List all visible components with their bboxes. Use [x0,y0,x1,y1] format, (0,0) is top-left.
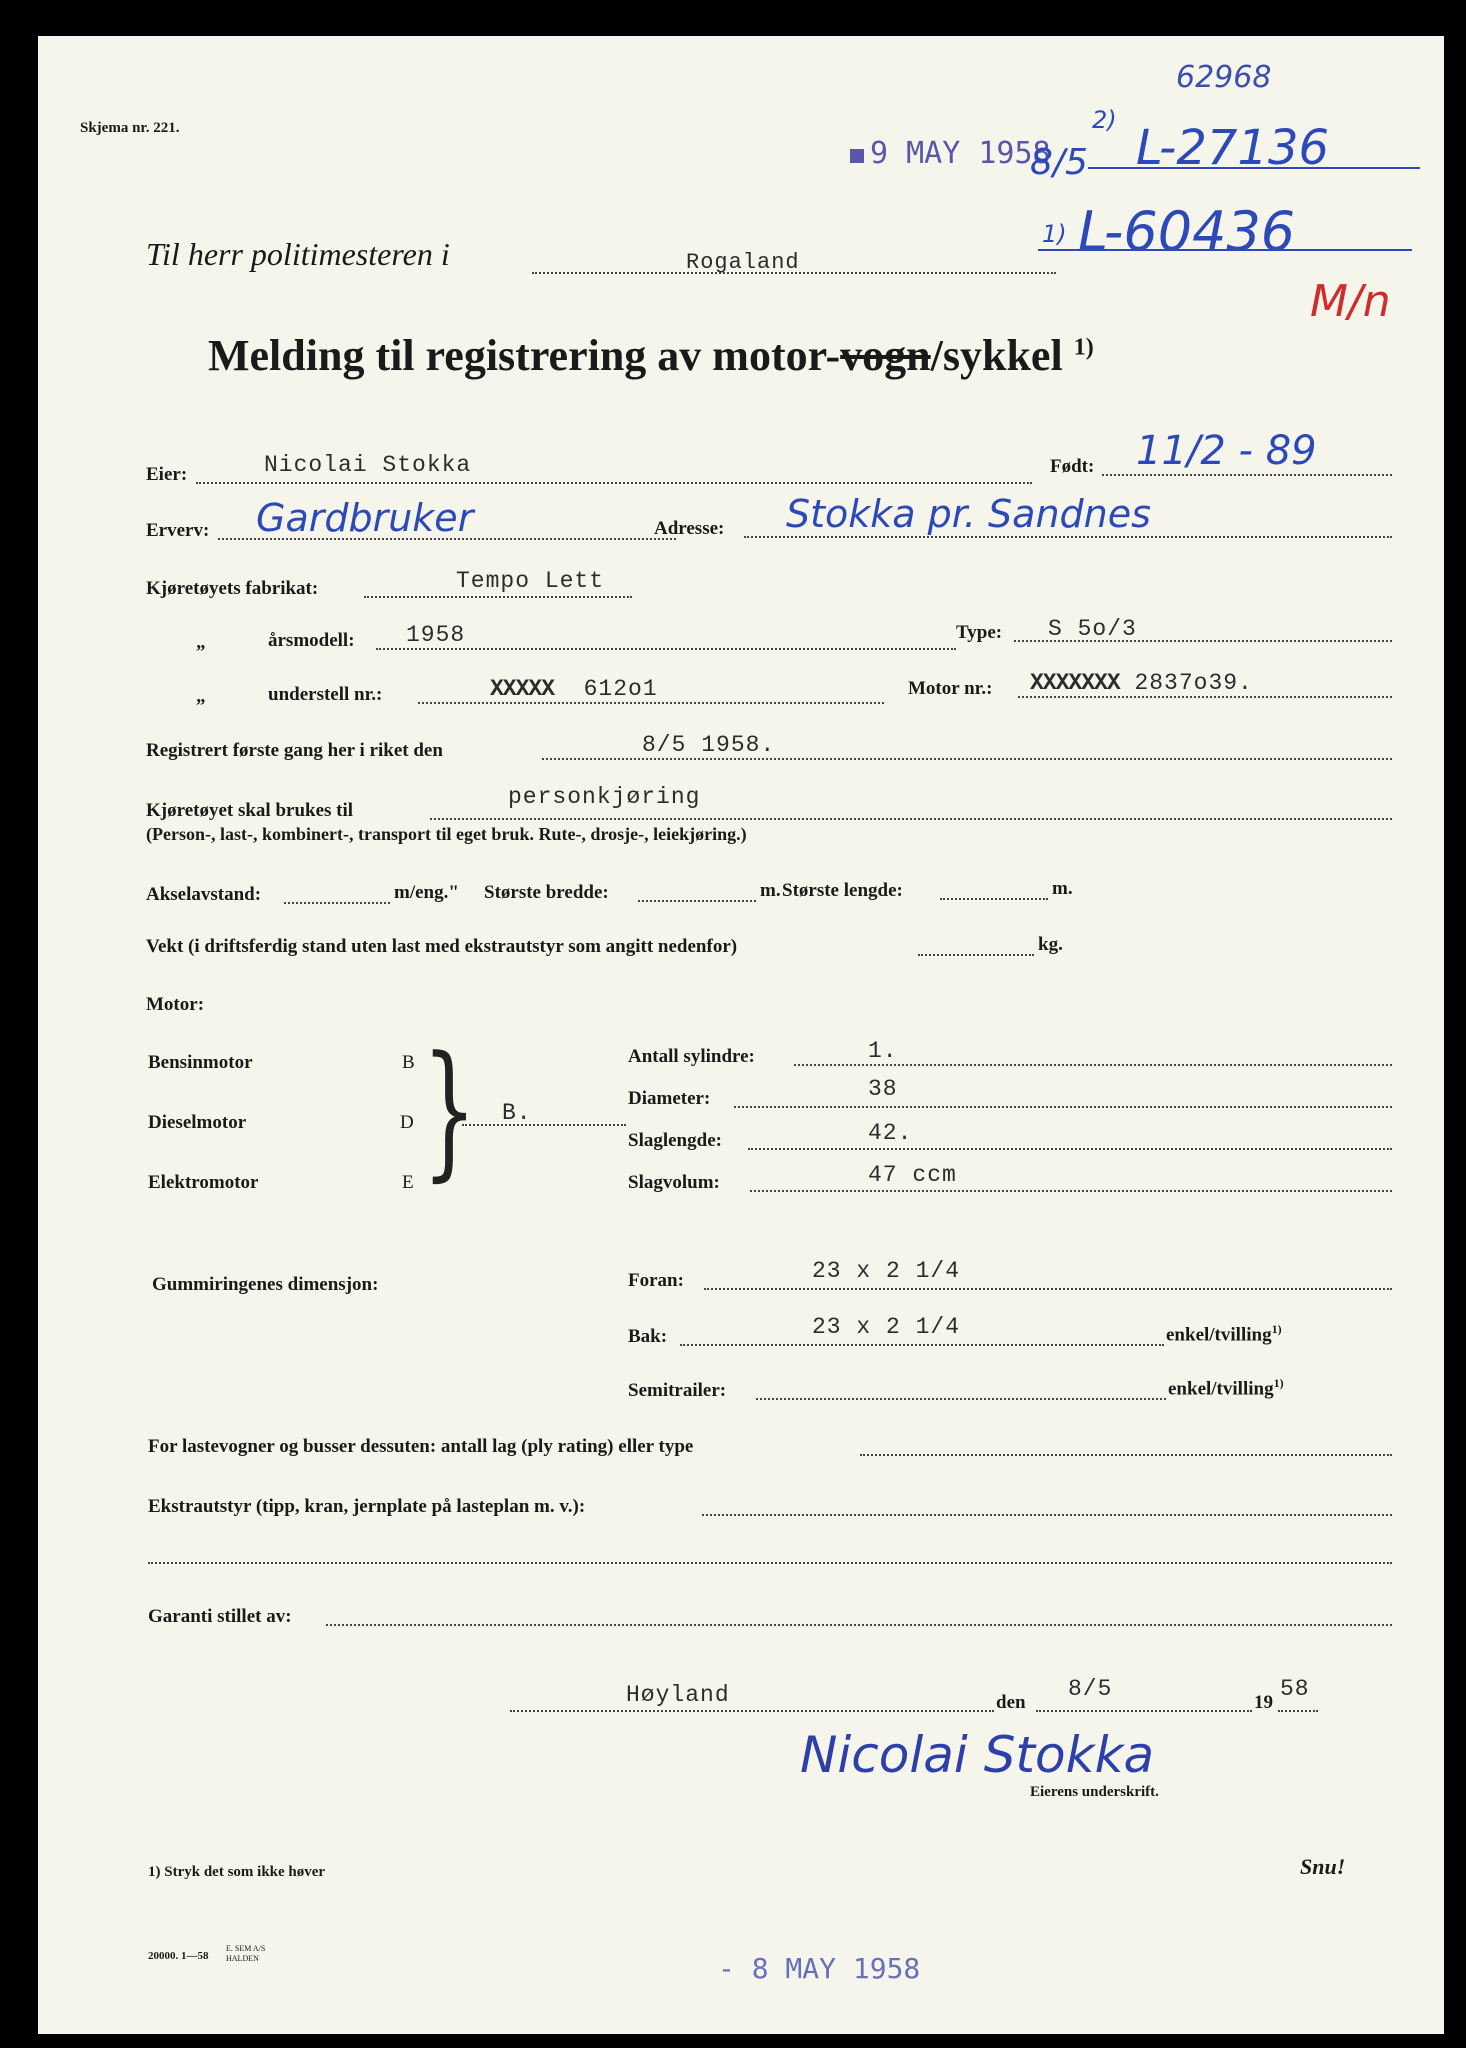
hand-mark-1: 1) [1042,220,1067,248]
aksel-label: Akselavstand: [146,884,262,905]
motor-nr-line [1018,696,1392,698]
diesel-label: Dieselmotor [148,1112,247,1133]
arsmodell-label: årsmodell: [268,630,355,651]
registration-form [38,36,1444,2034]
addressee-label: Til herr politimesteren i [146,236,450,272]
ekstrautstyr-line [702,1514,1392,1516]
title-struck: vogn [840,331,931,380]
garanti-label: Garanti stillet av: [148,1606,292,1627]
aksel-line [284,902,390,904]
lengde-line [940,898,1048,900]
bak-value: 23 x 2 1/4 [812,1314,961,1340]
diameter-line [734,1106,1392,1108]
addressee-value: Rogaland [686,250,800,275]
fabrikat-label: Kjøretøyets fabrikat: [146,578,319,599]
erverv-value: Gardbruker [256,496,474,540]
eier-line [196,482,1032,484]
arsmodell-value: 1958 [406,622,466,648]
slagvolum-value: 47 ccm [868,1162,957,1188]
understell-line [418,702,884,704]
received-stamp-date: 9 MAY 1958 [870,136,1051,171]
bak-enkel-tvilling [1166,1322,1282,1346]
printer-name: E. SEM A/S [226,1944,266,1953]
registrert-label: Registrert første gang her i riket den [146,740,443,761]
place-value: Høyland [626,1682,730,1708]
foran-line [704,1288,1392,1290]
understell-number: 612o1 [583,676,658,702]
understell-value [490,676,658,702]
registrert-line [542,758,1392,760]
motor-brace: } [422,1026,477,1196]
ditto-mark-2: „ [196,686,206,707]
reg-underline-2 [1038,249,1412,251]
fodt-label: Født: [1050,456,1095,477]
brukes-label: Kjøretøyet skal brukes til [146,800,354,821]
title-prefix: Melding til registrering av motor- [208,331,841,380]
slagvolum-label: Slagvolum: [628,1172,720,1193]
print-info: 20000. 1—58 [148,1950,209,1962]
red-mark: M/n [1310,276,1391,327]
date-line [1036,1710,1252,1712]
hand-mark-2: 2) [1092,106,1117,134]
eier-label: Eier: [146,464,188,485]
sylindre-value: 1. [868,1038,898,1064]
adresse-label: Adresse: [654,518,725,539]
form-number: Skjema nr. 221. [80,120,180,136]
elektro-label: Elektromotor [148,1172,259,1193]
adresse-value: Stokka pr. Sandnes [786,492,1151,536]
semitrailer-footnote-mark: 1) [1273,1376,1284,1390]
printer-info [226,1944,265,1964]
reg-number-1: L-27136 [1136,120,1330,176]
motor-nr-number: 2837o39. [1134,670,1253,696]
reg-underline-1 [1088,167,1420,169]
type-value: S 5o/3 [1048,616,1137,642]
diesel-code: D [400,1112,414,1133]
arsmodell-line [376,648,956,650]
sylindre-label: Antall sylindre: [628,1046,755,1067]
tires-heading: Gummiringenes dimensjon: [152,1274,379,1295]
semitrailer-enkel-tvilling [1168,1376,1284,1400]
motor-nr-value [1030,670,1253,696]
den-label: den [996,1692,1026,1713]
semitrailer-enkel-tvilling-text: enkel/tvilling [1168,1378,1274,1400]
vekt-label: Vekt (i driftsferdig stand uten last med ekstrautstyr som angitt nedenfor) [146,936,738,957]
lengde-label: Største lengde: [782,880,903,901]
lengde-unit: m. [1052,878,1073,899]
bak-footnote-mark: 1) [1271,1322,1282,1336]
reg-number-2: L-60436 [1078,200,1296,263]
brukes-value: personkjøring [508,784,701,810]
title-suffix: /sykkel [930,331,1063,380]
motor-type-line [462,1124,626,1126]
form-title [208,330,1094,381]
place-line [510,1710,994,1712]
bensin-code: B [402,1052,415,1073]
aksel-unit: m/eng." [394,882,459,903]
slagvolum-line [750,1190,1392,1192]
title-footnote-mark: 1) [1073,334,1094,361]
motor-nr-struck: XXXXXXX [1030,670,1120,696]
fabrikat-value: Tempo Lett [456,568,605,594]
signature-label: Eierens underskrift. [1030,1784,1159,1800]
sylindre-line [794,1064,1392,1066]
adresse-line [744,536,1392,538]
stamp-mark-icon [850,149,864,163]
vekt-line [918,954,1034,956]
elektro-code: E [402,1172,414,1193]
type-label: Type: [956,622,1003,643]
fabrikat-line [364,596,632,598]
diameter-label: Diameter: [628,1088,711,1109]
slaglengde-line [748,1148,1392,1150]
semitrailer-line [756,1398,1166,1400]
registrert-value: 8/5 1958. [642,732,776,758]
bak-label: Bak: [628,1326,668,1347]
semitrailer-label: Semitrailer: [628,1380,727,1401]
motor-type-value: B. [502,1100,532,1126]
printer-city: HALDEN [226,1954,259,1963]
bak-enkel-tvilling-text: enkel/tvilling [1166,1324,1272,1346]
motor-nr-label: Motor nr.: [908,678,993,699]
garanti-line [326,1624,1392,1626]
received-stamp [850,136,1051,171]
erverv-label: Erverv: [146,520,210,541]
bredde-line [638,900,756,902]
fodt-line [1102,474,1392,476]
lastevogn-label: For lastevogner og busser dessuten: antall lag (ply rating) eller type [148,1436,694,1457]
ekstrautstyr-line-2 [148,1562,1392,1564]
diameter-value: 38 [868,1076,898,1102]
ekstrautstyr-label: Ekstrautstyr (tipp, kran, jernplate på lasteplan m. v.): [148,1496,586,1517]
year-prefix: 19 [1254,1692,1273,1713]
understell-label: understell nr.: [268,684,383,705]
ditto-mark-1: „ [196,632,206,653]
bensin-label: Bensinmotor [148,1052,253,1073]
bredde-unit: m. [760,880,781,901]
brukes-note: (Person-, last-, kombinert-, transport til eget bruk. Rute-, drosje-, leiekjøring.) [146,824,747,844]
reg-number-top: 62968 [1176,60,1272,95]
bredde-label: Største bredde: [484,882,609,903]
vekt-unit: kg. [1038,934,1063,955]
lastevogn-line [860,1454,1392,1456]
bottom-stamp: - 8 MAY 1958 [718,1952,921,1985]
date-value: 8/5 [1068,1676,1113,1702]
fodt-value: 11/2 - 89 [1136,428,1317,474]
footnote: 1) Stryk det som ikke høver [148,1864,326,1880]
slaglengde-label: Slaglengde: [628,1130,722,1151]
owner-signature: Nicolai Stokka [800,1726,1155,1784]
bak-line [680,1344,1164,1346]
brukes-line [430,818,1392,820]
eier-value: Nicolai Stokka [264,452,472,478]
slaglengde-value: 42. [868,1120,913,1146]
foran-value: 23 x 2 1/4 [812,1258,961,1284]
foran-label: Foran: [628,1270,684,1291]
year-line [1278,1710,1318,1712]
understell-struck: XXXXX [490,676,555,702]
motor-heading: Motor: [146,994,205,1015]
hand-date-note: 8/5 [1030,142,1088,183]
year-suffix: 58 [1280,1676,1310,1702]
snu-label: Snu! [1300,1854,1346,1879]
